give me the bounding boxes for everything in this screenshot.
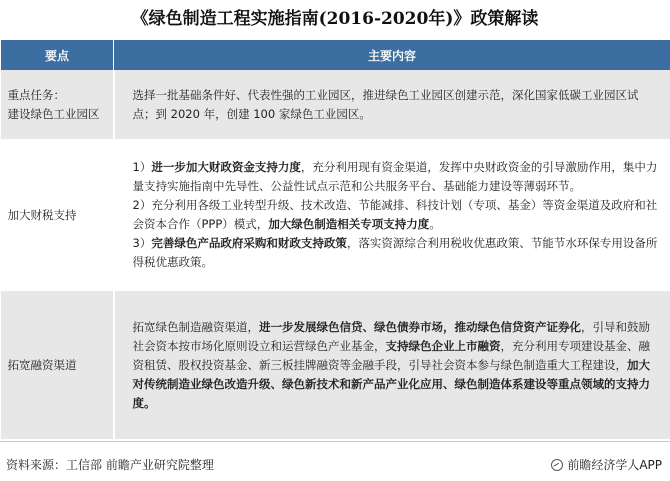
content-paragraph [133,86,661,124]
content-text: 拓宽绿色制造融资渠道， [132,319,259,334]
content-text: ，落实资源综合利用税收优惠政策、节能节水环保专用设备所得税优惠政策。 [132,236,658,269]
content-text: 选择一批基础条件好、代表性强的工业园区，推进绿色工业园区创建示范，深化国家低碳工业园区试点；到 2020 年，创建 100 家绿色工业园区。 [132,87,639,121]
content-text-bold: 支持绿色企业上市融资 [385,338,501,353]
table-row [1,70,670,140]
content-text: 1） [132,160,152,174]
content-text-bold: 完善绿色产品政府采购和财政支持政策 [151,236,347,250]
brand-credit [551,456,662,473]
source-note: 资料来源：工信部 前瞻产业研究院整理 [6,458,214,472]
footer-divider [0,441,670,442]
row-content [114,140,670,290]
header-content: 主要内容 [114,40,670,70]
content-text: ，充分利用现有资金渠道，发挥中央财政资金的引导激励作用，集中力量支持实施指南中先导性、公益性试点示范和公共服务平台、基础能力建设等薄弱环节。 [132,160,658,193]
content-text-bold: 进一步加大财政资金支持力度 [151,160,301,174]
row-key-line: 建设绿色工业园区 [7,106,100,121]
content-text: 。 [429,217,441,231]
table-header-row [1,40,670,70]
content-paragraph [133,234,661,272]
policy-table [0,40,670,441]
brand-name: 前瞻经济学人APP [567,458,662,472]
content-paragraph [133,318,661,413]
page-title: 《绿色制造工程实施指南(2016-2020年)》政策解读 [131,9,539,29]
content-text: ，充分利用专项建设基金、融资租赁、股权投资基金、新三板挂牌融资等金融手段，引导社会资本参与绿色制造重大工程建设， [132,338,650,372]
qianzhan-logo-icon [551,459,563,471]
header-key: 要点 [1,40,114,70]
content-text-bold: 加大绿色制造相关专项支持力度 [268,217,430,231]
row-key [1,70,114,140]
table-row [1,140,670,290]
content-text-bold: 进一步发展绿色信贷、绿色债券市场，推动绿色信贷资产证券化 [259,319,581,334]
row-key [1,290,114,440]
content-text: 3） [132,236,152,250]
content-paragraph [133,196,661,234]
row-content [114,290,670,440]
row-key-line: 重点任务： [7,87,65,102]
content-text: 2）充分利用各级工业转型升级、技术改造、节能减排、科技计划（专项、基金）等资金渠道及政府和社会资本合作（PPP）模式， [132,198,658,231]
row-key-line: 加大财税支持 [7,207,77,222]
row-content [114,70,670,140]
row-key [1,140,114,290]
table-row [1,290,670,440]
content-text: ，引导和鼓励社会资本按市场化原则设立和运营绿色产业基金， [132,319,650,353]
content-paragraph [133,158,661,196]
row-key-line: 拓宽融资渠道 [7,357,77,372]
content-text-bold: 加大对传统制造业绿色改造升级、绿色新技术和新产品产业化应用、绿色制造体系建设等重点领域的支持力度。 [132,357,650,410]
